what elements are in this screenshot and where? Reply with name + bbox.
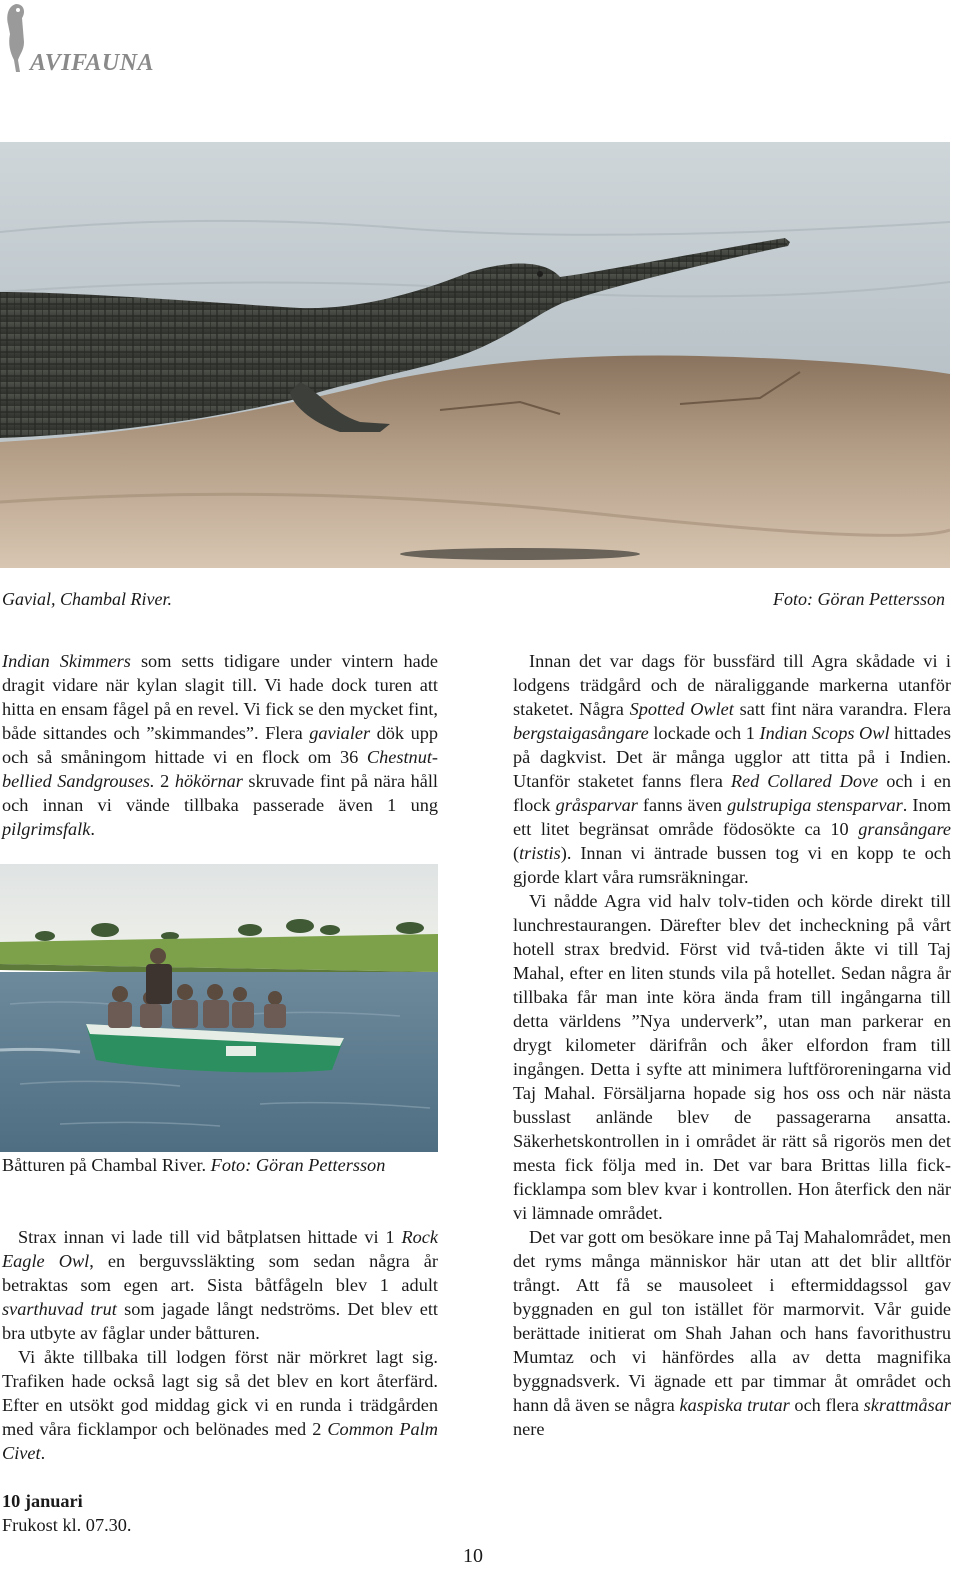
left-paragraph-1: Indian Skimmers som setts tidigare under vintern hade dragit vidare när kylan slagit till. Vi hade dock turen att hitta en ensam fågel på en revel. Vi fick se den mycket fint, både sittandes och ”skimmandes”. Flera gavialer dök upp och så småningom hittade vi en flock om 36 Chestnut-bellied Sandgrouses. 2 hökörnar skruvade fint på nära håll och innan vi vände tillbaka passerade även 1 ung pilgrimsfalk. <box>2 651 439 839</box>
left-column <box>2 649 438 841</box>
date-heading: 10 januari <box>2 1491 83 1511</box>
boat-caption: Båtturen på Chambal River. Foto: Göran Pettersson <box>2 1155 386 1175</box>
logo-text: AVIFAUNA <box>30 50 155 76</box>
boat-tour-photo <box>0 864 438 1152</box>
page-number: 10 <box>463 1545 483 1567</box>
right-paragraph-1: Innan det var dags för bussfärd till Agra skådade vi i lodgens trädgård och de näraliggande markerna utanför staketet. Några Spotted Owlet satt fint nära varandra. Flera bergstaigasångare lockade och 1 Indian Scops Owl hittades på dagkvist. Det är många ugglor att titta på i Indien. Utanför staketet fanns flera Red Collared Dove och i en flock gråsparvar fanns även gulstrupiga stensparvar. Inom ett litet begränsat område födosökte ca 10 gransångare (tristis). Innan vi äntrade bussen tog vi en kopp te och gjorde klart våra rumsräkningar. <box>513 651 951 887</box>
right-paragraph-3: Det var gott om besökare inne på Taj Mahalområdet, men det ryms många människor här utan att det blir alltför trångt. Att få se mausoleet i eftermiddagssol gav byggnaden en gul ton istället för marmorvit. Vår guide berättade initierat om Shah Jahan och hans favorithustru Mumtaz och vi hänfördes alla av detta magnifika byggnadsverk. Vi ägnade ett par timmar åt området och hann då även se några kaspiska trutar och flera skrattmåsar nere <box>513 1227 952 1439</box>
right-paragraph-2: Vi nådde Agra vid halv tolv-tiden och körde direkt till lunchrestaurangen. Därefter blev det incheckning på vårt hotell strax bredvid. Först vid två-tiden åkte vi till Taj Mahal, efter en liten stunds vila på hotellet. Sedan några år tillbaka får man inte köra ända fram till ingångarna till detta världens ”Nya underverk”, utan man parkerar en drygt kilometer därifrån och åker elfordon fram till ingången. Detta i syfte att minimera luftföroreningarna vid Taj Mahal. Försäljarna hopade sig hos oss och när nästa busslast anlände blev de passagerarna ansatta. Säkerhetskontrollen in i området är rätt så rigorös men det mesta fick följa med in. Det var bara Brittas lilla fick-ficklampa som blev kvar i kontrollen. Hon återfick den när vi lämnade området. <box>513 891 951 1223</box>
left-paragraph-3: Vi åkte tillbaka till lodgen först när mörkret lagt sig. Trafiken hade också lagt sig så det blev en kort återfärd. Efter en utsökt god middag gick vi en runda i trädgården med våra ficklampor och belönades med 2 Common Palm Civet. <box>2 1347 438 1463</box>
gavial-photo <box>0 142 950 568</box>
left-column-lower <box>2 1225 438 1537</box>
left-paragraph-2: Strax innan vi lade till vid båtplatsen hittade vi 1 Rock Eagle Owl, en berguvssläkting som sedan några år betraktas som egen art. Sista båtfågeln blev 1 adult svarthuvad trut som jagade långt nedströms. Det blev ett bra utbyte av fåglar under båtturen. <box>2 1227 438 1343</box>
hero-credit: Foto: Göran Pettersson <box>773 589 945 609</box>
hero-caption: Gavial, Chambal River. <box>2 589 172 609</box>
right-column <box>513 649 951 1441</box>
breakfast-line: Frukost kl. 07.30. <box>2 1515 132 1535</box>
bird-logo-icon <box>2 2 32 74</box>
avifauna-logo <box>2 2 202 82</box>
